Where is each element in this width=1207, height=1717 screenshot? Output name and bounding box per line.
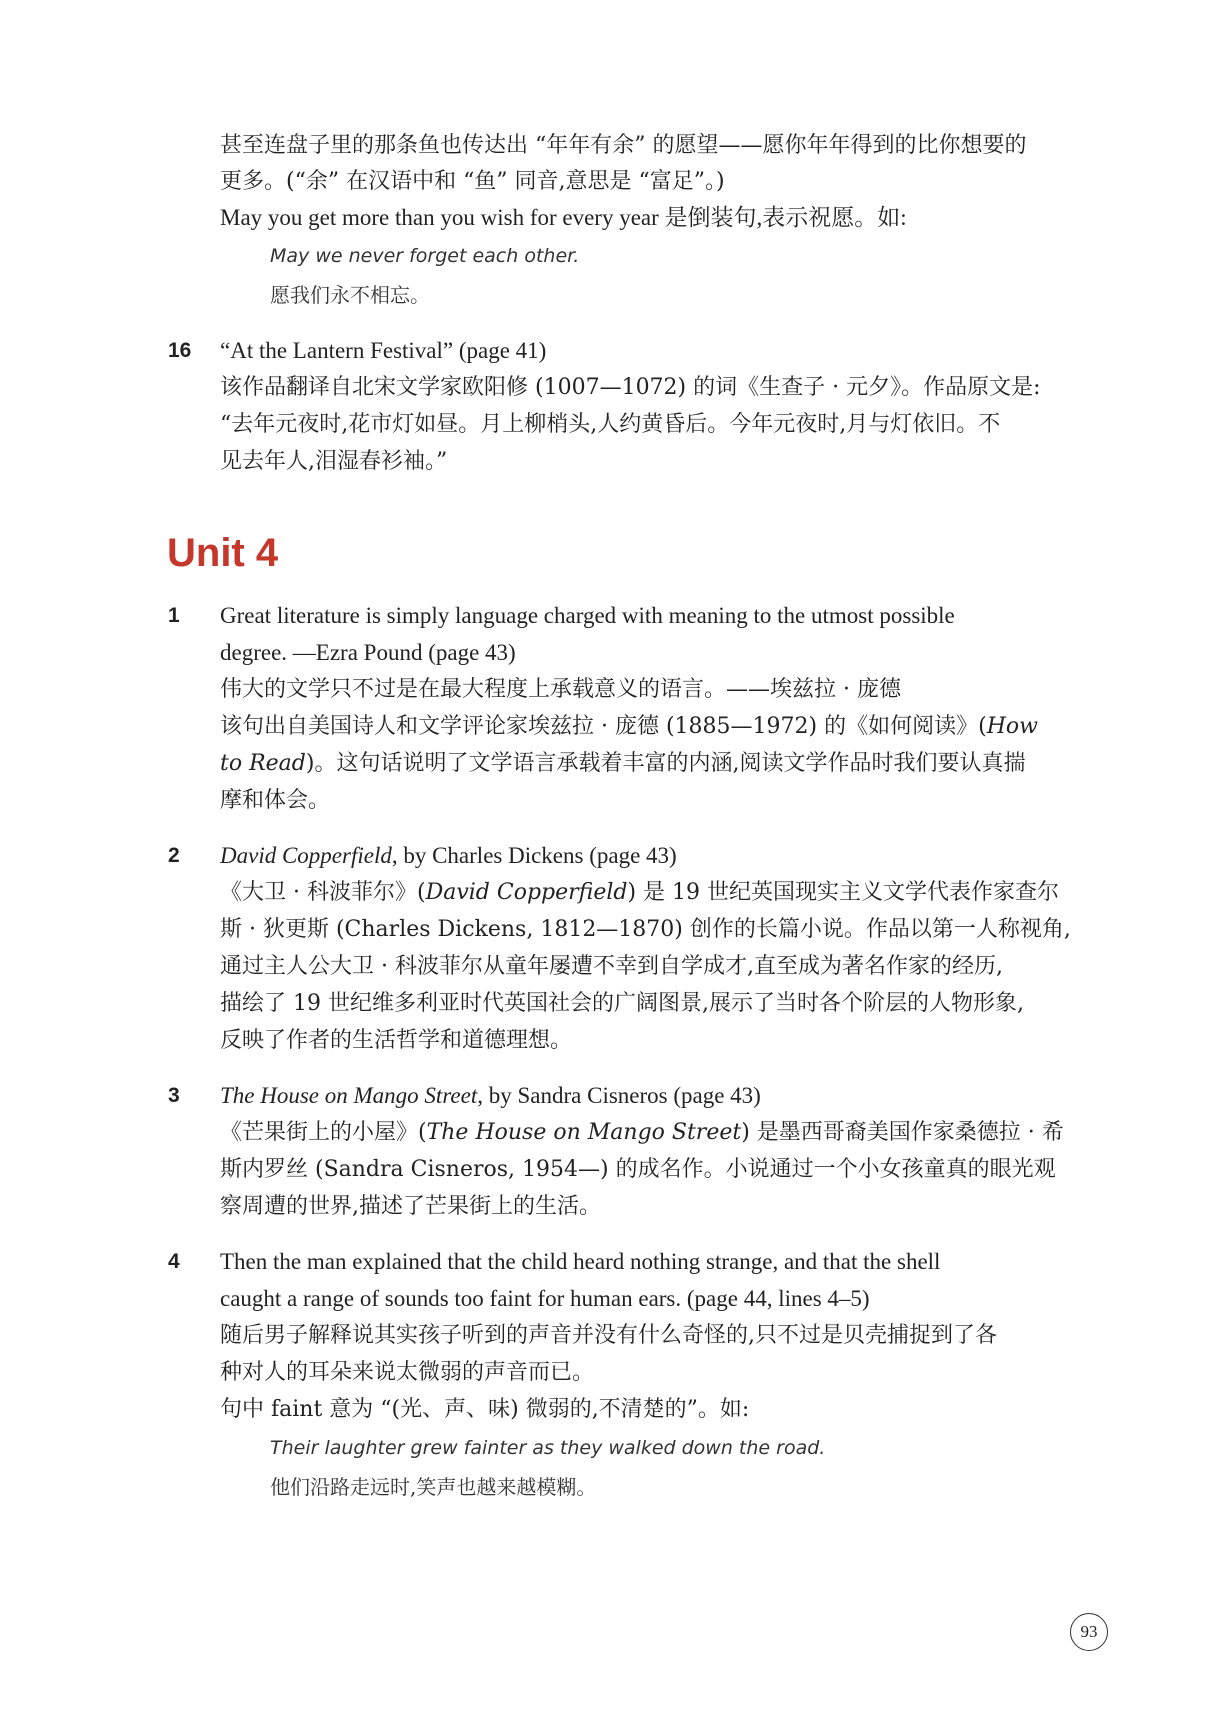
note-4-example-zh: 他们沿路走远时,笑声也越来越模糊。 [270,1475,597,1499]
intro-line-2: 更多。(“余” 在汉语中和 “鱼” 同音,意思是 “富足”。) [220,169,725,194]
note-3-number: 3 [168,1084,180,1107]
note-3-title [220,1081,761,1111]
note-1-zh-line-1 [220,712,1038,742]
note-2-title-rest: , by Charles Dickens (page 43) [391,843,677,868]
note-3-line-1-b: ) 是墨西哥裔美国作家桑德拉 · 希 [741,1120,1064,1145]
intro-line-3: May you get more than you wish for every year 是倒装句,表示祝愿。如: [220,205,907,230]
note-4-zh-line-1: 随后男子解释说其实孩子听到的声音并没有什么奇怪的,只不过是贝壳捕捉到了各 [220,1323,997,1348]
note-1-number: 1 [168,604,180,627]
note-1-zh-translation: 伟大的文学只不过是在最大程度上承载意义的语言。——埃兹拉 · 庞德 [220,677,901,702]
note-4-en-line-2: caught a range of sounds too faint for human ears. (page 44, lines 4–5) [220,1286,870,1311]
note-2-number: 2 [168,844,180,867]
note-4-example-en: Their laughter grew fainter as they walked down the road. [270,1437,826,1459]
note-16-line-1: 该作品翻译自北宋文学家欧阳修 (1007—1072) 的词《生查子 · 元夕》。作品原文是: [220,375,1041,400]
note-2-title [220,841,677,871]
note-4-zh-line-2: 种对人的耳朵来说太微弱的声音而已。 [220,1360,595,1385]
intro-line-1: 甚至连盘子里的那条鱼也传达出 “年年有余” 的愿望——愿你年年得到的比你想要的 [220,133,1027,158]
note-3-line-2: 斯内罗丝 (Sandra Cisneros, 1954—) 的成名作。小说通过一个小女孩童真的眼光观 [220,1157,1056,1182]
note-2-line-1-a: 《大卫 · 科波菲尔》( [220,880,426,905]
note-2-line-3: 通过主人公大卫 · 科波菲尔从童年屡遭不幸到自学成才,直至成为著名作家的经历, [220,954,1003,979]
note-2-line-4: 描绘了 19 世纪维多利亚时代英国社会的广阔图景,展示了当时各个阶层的人物形象, [220,991,1024,1016]
note-3-line-3: 察周遭的世界,描述了芒果街上的生活。 [220,1194,601,1219]
note-1-zh-line-3: 摩和体会。 [220,788,331,813]
note-16-line-2: “去年元夜时,花市灯如昼。月上柳梢头,人约黄昏后。今年元夜时,月与灯依旧。不 [220,412,1001,437]
note-1-zh-line-1-text: 该句出自美国诗人和文学评论家埃兹拉 · 庞德 (1885—1972) 的《如何阅读》( [220,714,987,739]
note-4-en-line-1: Then the man explained that the child heard nothing strange, and that the shell [220,1249,941,1274]
note-3-line-1-a: 《芒果街上的小屋》( [220,1120,427,1145]
note-2-line-1-b: ) 是 19 世纪英国现实主义文学代表作家查尔 [627,880,1060,905]
note-2-book-title: David Copperfield [220,843,392,868]
note-1-en-line-2: degree. —Ezra Pound (page 43) [220,640,516,665]
intro-example-zh: 愿我们永不相忘。 [270,283,430,307]
note-3-title-rest: , by Sandra Cisneros (page 43) [477,1083,761,1108]
unit-heading: Unit 4 [167,531,279,575]
note-16-line-3: 见去年人,泪湿春衫袖。” [220,449,448,474]
book-title-to-read-part: to Read [220,751,306,776]
note-16-title: “At the Lantern Festival” (page 41) [220,338,547,363]
note-2-line-1-italic: David Copperfield [425,880,628,905]
note-3-line-1 [220,1118,1064,1148]
note-4-number: 4 [168,1250,180,1273]
note-2-line-5: 反映了作者的生活哲学和道德理想。 [220,1028,573,1053]
note-3-book-title: The House on Mango Street [220,1083,478,1108]
note-2-line-1 [220,878,1059,908]
page-number: 93 [1070,1613,1108,1651]
note-3-line-1-italic: The House on Mango Street [426,1120,742,1145]
note-1-zh-line-2 [220,749,1025,779]
note-2-line-2: 斯 · 狄更斯 (Charles Dickens, 1812—1870) 创作的长篇小说。作品以第一人称视角, [220,917,1071,942]
note-1-en-line-1: Great literature is simply language charged with meaning to the utmost possible [220,603,955,628]
intro-example-en: May we never forget each other. [270,245,580,267]
note-16-number: 16 [168,339,192,362]
note-4-zh-line-3: 句中 faint 意为 “(光、声、味) 微弱的,不清楚的”。如: [220,1397,750,1422]
book-title-how-to-read-part: How [986,714,1038,739]
note-1-zh-line-2-text: )。这句话说明了文学语言承载着丰富的内涵,阅读文学作品时我们要认真揣 [305,751,1026,776]
